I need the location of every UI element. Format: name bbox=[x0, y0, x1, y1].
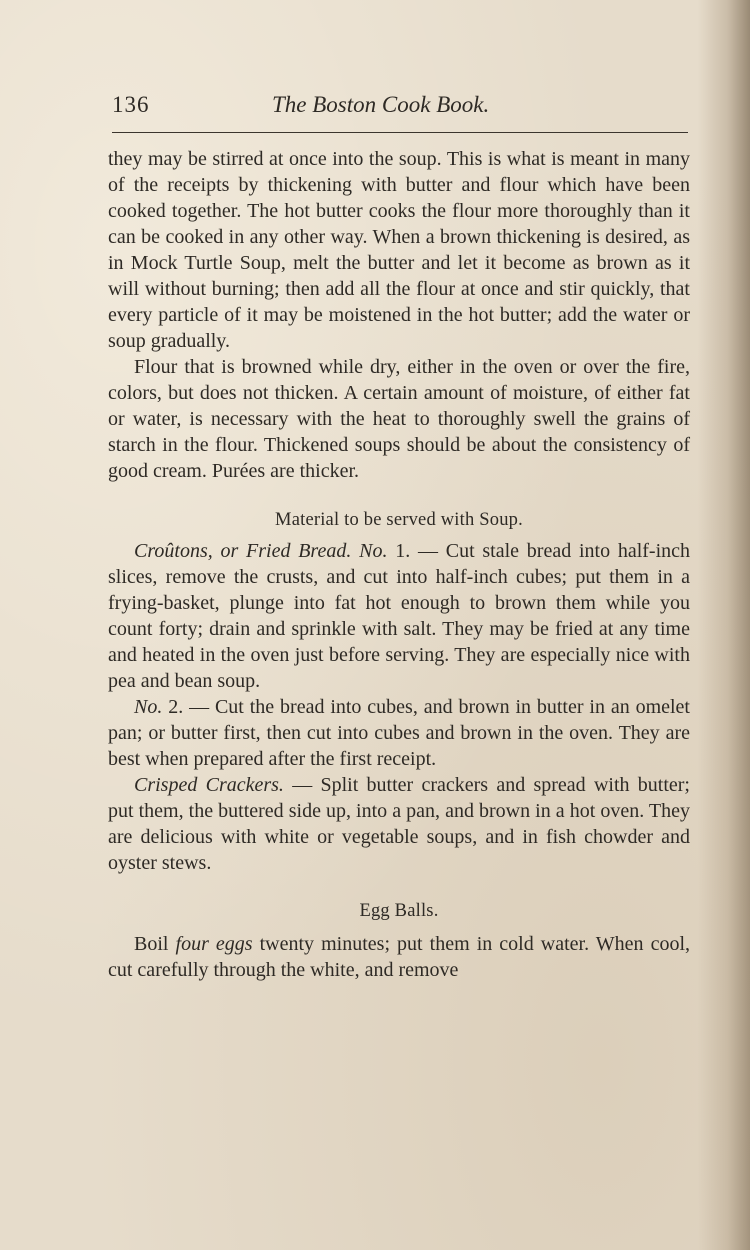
croutons-title: Croûtons, or Fried Bread. bbox=[134, 540, 352, 562]
page-body bbox=[108, 146, 690, 983]
no2-number: 2. bbox=[168, 696, 184, 718]
egg-four-eggs: four eggs bbox=[175, 933, 253, 955]
crisped-crackers-text: — Split butter crackers and spread with butter; put them, the buttered side up, into a pan, and brown in a hot oven. They are delicious with white or vegetable soups, and in fish chowder and oyster stews. bbox=[108, 774, 690, 874]
croutons-number: 1. bbox=[395, 540, 411, 562]
section-heading-egg-balls: Egg Balls. bbox=[359, 901, 439, 921]
no2-text: — Cut the bread into cubes, and brown in butter in an omelet pan; or butter first, then cut into cubes and brown in the oven. They are best when prepared after the first receipt. bbox=[108, 696, 690, 770]
egg-boil: Boil bbox=[134, 933, 169, 955]
paragraph-browned-flour: Flour that is browned while dry, either in the oven or over the fire, colors, but does not thicken. A certain amount of moisture, of either fat or water, is necessary with the heat to thoroughly swell the grains of starch in the flour. Thickened soups should be about the consistency of good cream. Purées are thicker. bbox=[108, 356, 690, 482]
paragraph-crisped-crackers bbox=[108, 772, 690, 876]
croutons-number-label: No. bbox=[359, 540, 388, 562]
section-heading-soup-material: Material to be served with Soup. bbox=[275, 510, 523, 530]
croutons-text: — Cut stale bread into half-inch slices, remove the crusts, and cut into half-inch cubes; put them in a frying-basket, plunge into fat hot enough to brown them while you count forty; drain and sprinkle with salt. They may be fried at any time and heated in the oven just before serving. They are especially nice with pea and bean soup. bbox=[108, 540, 691, 692]
crisped-crackers-title: Crisped Crackers. bbox=[134, 774, 284, 796]
paragraph-croutons bbox=[108, 538, 690, 694]
paragraph-no2 bbox=[108, 694, 690, 772]
paragraph-thickening: they may be stirred at once into the soup. This is what is meant in many of the receipts by thickening with butter and flour which have been cooked together. The hot butter cooks the flour more thoroughly than it can be cooked in any other way. When a brown thickening is desired, as in Mock Turtle Soup, melt the butter and let it become as brown as it will without burning; then add all the flour at once and stir quickly, that every particle of it may be moistened in the hot butter; add the water or soup gradually. bbox=[108, 148, 690, 352]
page-number: 136 bbox=[112, 92, 150, 117]
paragraph-egg-balls bbox=[108, 931, 690, 983]
running-head bbox=[112, 92, 688, 126]
no2-label: No. bbox=[134, 696, 163, 718]
egg-text: twenty minutes; put them in cold water. When cool, cut carefully through the white, and remove bbox=[108, 933, 691, 981]
header-rule bbox=[112, 132, 688, 133]
book-title: The Boston Cook Book. bbox=[272, 92, 490, 117]
